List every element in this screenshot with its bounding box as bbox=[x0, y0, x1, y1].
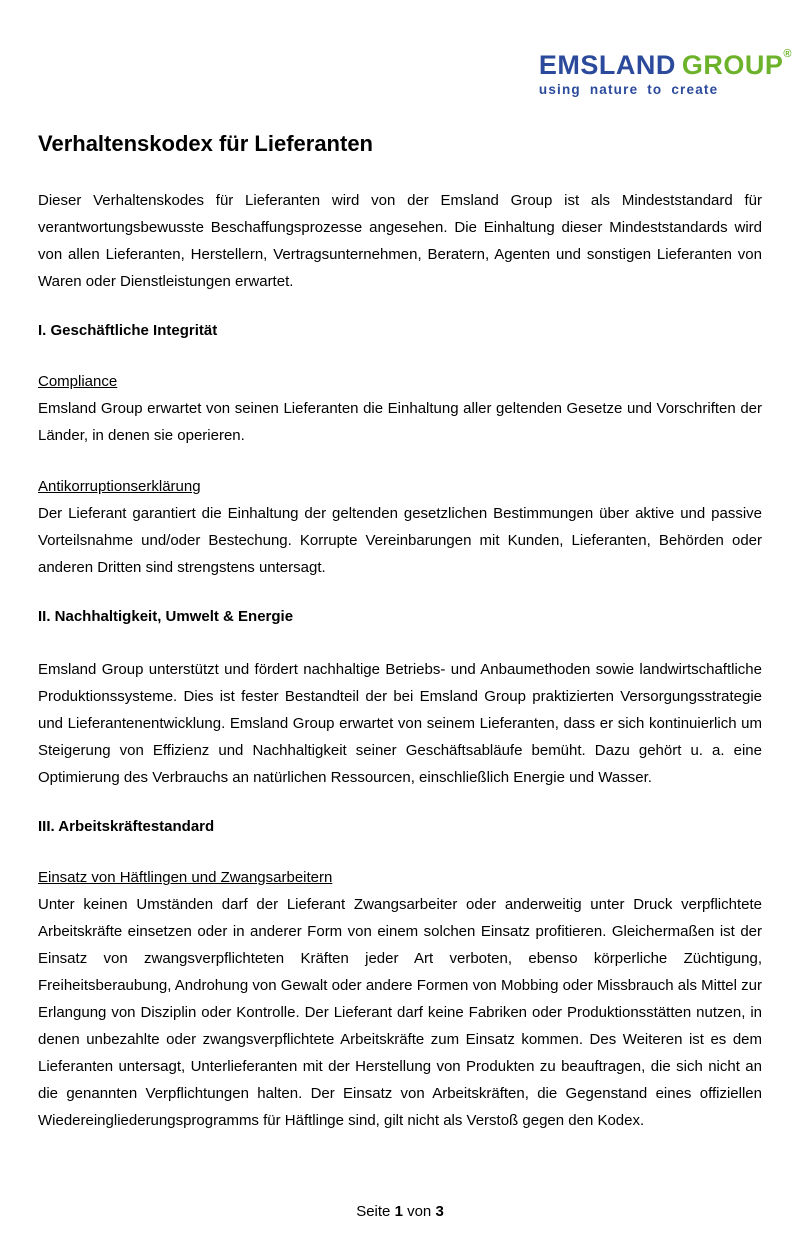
page-title: Verhaltenskodex für Lieferanten bbox=[38, 131, 373, 156]
intro-paragraph: Dieser Verhaltenskodes für Lieferanten wird von der Emsland Group ist als Mindeststandard für verantwortungsbewusste Beschaffungsprozesse angesehen. Die Einhaltung dieser Mindeststandards wird von allen Lieferanten, Herstellern, Vertragsunternehmen, Beratern, Agenten und sonstigen Lieferanten von Waren oder Dienstleistungen erwartet. bbox=[38, 192, 762, 290]
logo-brand-group: GROUP bbox=[681, 50, 784, 80]
logo-brand-emsland: EMSLAND bbox=[538, 50, 676, 80]
section-heading-nachhaltigkeit: II. Nachhaltigkeit, Umwelt & Energie bbox=[38, 608, 294, 625]
section-heading-integritaet: I. Geschäftliche Integrität bbox=[38, 322, 218, 339]
paragraph-zwangsarbeit: Unter keinen Umständen darf der Lieferant Zwangsarbeiter oder anderweitig unter Druck verpflichtete Arbeitskräfte einsetzen oder in anderer Form von einem solchen Einsatz profitieren. Gleichermaßen ist der Einsatz von zwangsverpflichteten Kräften jeder Art verboten, ebenso körperliche Züchtigung, Freiheitsberaubung, Androhung von Gewalt oder andere Formen von Mobbing oder Missbrauch als Mittel zur Erlangung von Disziplin oder Kontrolle. Der Lieferant darf keine Fabriken oder Produktionsstätten nutzen, in denen unbezahlte oder zwangsverpflichtete Arbeitskräfte zum Einsatz kommen. Des Weiteren ist es dem Lieferanten untersagt, Unterlieferanten mit der Herstellung von Produkten zu beauftragen, die sich nicht an die genannten Verpflichtungen halten. Der Einsatz von Arbeitskräften, die Gegenstand eines offiziellen Wiedereingliederungsprogramms für Häftlinge sind, gilt nicht als Verstoß gegen den Kodex. bbox=[38, 896, 762, 1129]
logo-tagline: using nature to create bbox=[538, 82, 719, 97]
footer-page-separator: von bbox=[407, 1203, 432, 1220]
page-footer bbox=[0, 1202, 800, 1222]
paragraph-compliance: Emsland Group erwartet von seinen Lieferanten die Einhaltung aller geltenden Gesetze und Vorschriften der Länder, in denen sie operieren. bbox=[38, 400, 762, 444]
paragraph-nachhaltigkeit: Emsland Group unterstützt und fördert nachhaltige Betriebs- und Anbaumethoden sowie landwirtschaftliche Produktionssysteme. Dies ist fester Bestandteil der bei Emsland Group praktizierten Versorgungsstrategie und Lieferantenentwicklung. Emsland Group erwartet von seinem Lieferanten, dass er sich kontinuierlich um Steigerung von Effizienz und Nachhaltigkeit seiner Geschäftsabläufe bemüht. Dazu gehört u. a. eine Optimierung des Verbrauchs an natürlichen Ressourcen, einschließlich Energie und Wasser. bbox=[38, 661, 762, 786]
footer-page-total: 3 bbox=[435, 1203, 444, 1220]
logo-wordmark bbox=[538, 48, 792, 80]
footer-page-label: Seite bbox=[356, 1203, 391, 1220]
subheading-antikorruption: Antikorruptionserklärung bbox=[38, 478, 201, 495]
subheading-compliance: Compliance bbox=[38, 373, 118, 390]
subheading-zwangsarbeit: Einsatz von Häftlingen und Zwangsarbeitern bbox=[38, 869, 333, 886]
emsland-group-logo bbox=[538, 48, 792, 97]
section-heading-arbeitskraefte: III. Arbeitskräftestandard bbox=[38, 818, 215, 835]
footer-page-current: 1 bbox=[394, 1203, 403, 1220]
paragraph-antikorruption: Der Lieferant garantiert die Einhaltung der geltenden gesetzlichen Bestimmungen über aktive und passive Vorteilsnahme und/oder Bestechung. Korrupte Vereinbarungen mit Kunden, Lieferanten, Behörden oder anderen Dritten sind strengstens untersagt. bbox=[38, 505, 762, 576]
registered-trademark-icon: ® bbox=[783, 48, 792, 60]
